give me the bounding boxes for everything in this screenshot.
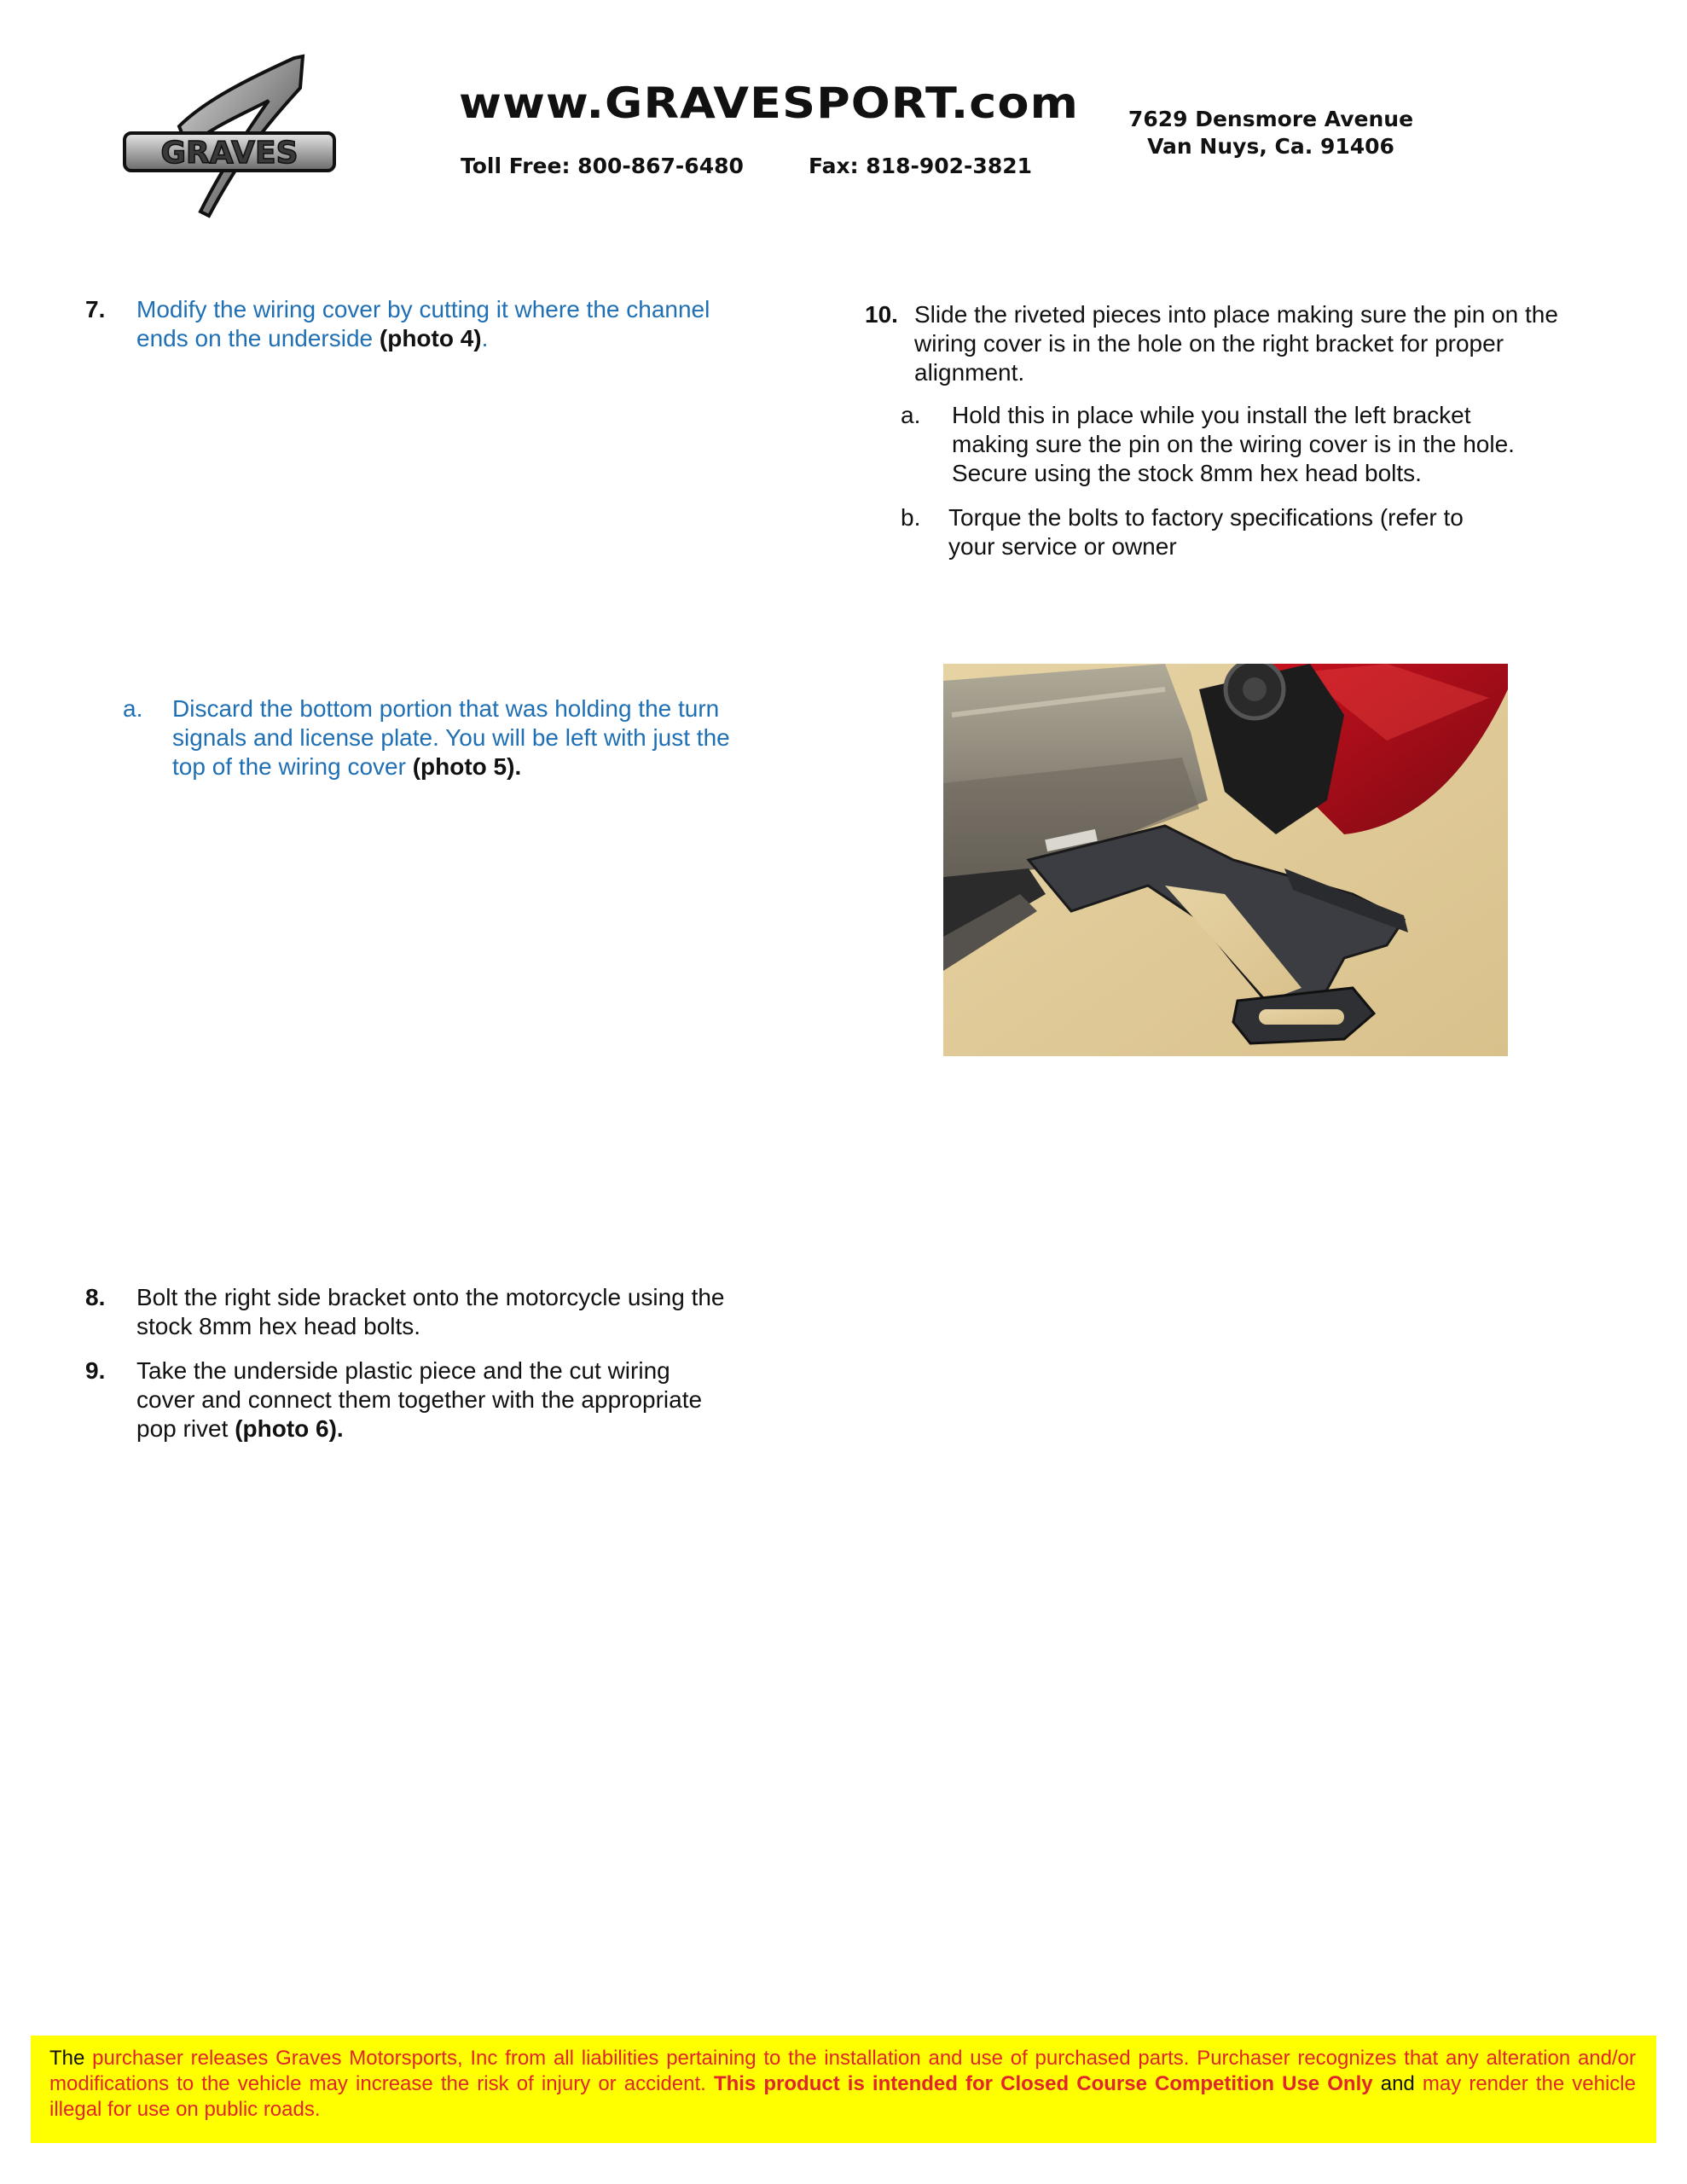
sub-letter: a. xyxy=(123,695,143,722)
step-10-sub-b xyxy=(901,503,1566,561)
fax-number: Fax: 818-902-3821 xyxy=(809,154,1033,178)
step-10-sub-a xyxy=(901,401,1566,488)
step-number: 9. xyxy=(85,1357,106,1384)
installation-photo xyxy=(943,664,1508,1056)
address xyxy=(1109,106,1433,160)
address-line-1: 7629 Densmore Avenue xyxy=(1128,107,1414,131)
step-text: Slide the riveted pieces into place making sure the pin on the wiring cover is in the hole on the right bracket for proper alignment. xyxy=(914,301,1558,386)
step-text: Bolt the right side bracket onto the motorcycle using the stock 8mm hex head bolts. xyxy=(136,1284,725,1339)
step-number: 7. xyxy=(85,296,106,322)
step-9 xyxy=(85,1356,768,1443)
toll-free-number: Toll Free: 800-867-6480 xyxy=(461,154,744,178)
step-7-sub-a xyxy=(123,694,771,781)
step-number: 8. xyxy=(85,1284,106,1310)
disclaimer-banner xyxy=(31,2036,1656,2143)
step-8 xyxy=(85,1283,768,1341)
step-text: Take the underside plastic piece and the cut wiring cover and connect them together with the appropriate pop rivet xyxy=(136,1357,703,1442)
photo-ref: (photo 6). xyxy=(235,1415,344,1442)
graves-logo xyxy=(119,49,350,220)
photo-ref: (photo 5). xyxy=(412,753,522,780)
sub-letter: b. xyxy=(901,504,921,531)
sub-letter: a. xyxy=(901,402,921,428)
disclaimer-text: The purchaser releases Graves Motorsports, Inc from all liabilities pertaining to the installation and use of purchased parts. Purchaser recognizes that any alteration and/or modifications to the vehicle may increase the risk of injury or accident. This product is intended for Closed Course Competition Use Only and may render the vehicle illegal for use on public roads. xyxy=(49,2047,1637,2121)
sub-text: Discard the bottom portion that was holding the turn signals and license plate. You will be left with just the top of the wiring cover xyxy=(172,695,730,780)
step-10 xyxy=(865,300,1564,387)
address-line-2: Van Nuys, Ca. 91406 xyxy=(1147,134,1394,159)
step-number: 10. xyxy=(865,301,898,328)
step-7: 7. Modify the wiring cover by cutting it where the channel ends on the underside (photo 4). xyxy=(85,296,710,351)
svg-text:GRAVES: GRAVES xyxy=(160,136,299,171)
photo-ref: (photo 4) xyxy=(379,325,482,351)
sub-text: Torque the bolts to factory specifications (refer to your service or owner xyxy=(948,504,1464,560)
sub-text: Hold this in place while you install the left bracket making sure the pin on the wiring cover is in the hole. Secure using the stock 8mm hex head bolts. xyxy=(952,402,1515,486)
website-title: www.GRAVESPORT.com xyxy=(459,78,1079,128)
step-text: Modify the wiring cover by cutting it where the channel ends on the underside xyxy=(136,296,710,351)
